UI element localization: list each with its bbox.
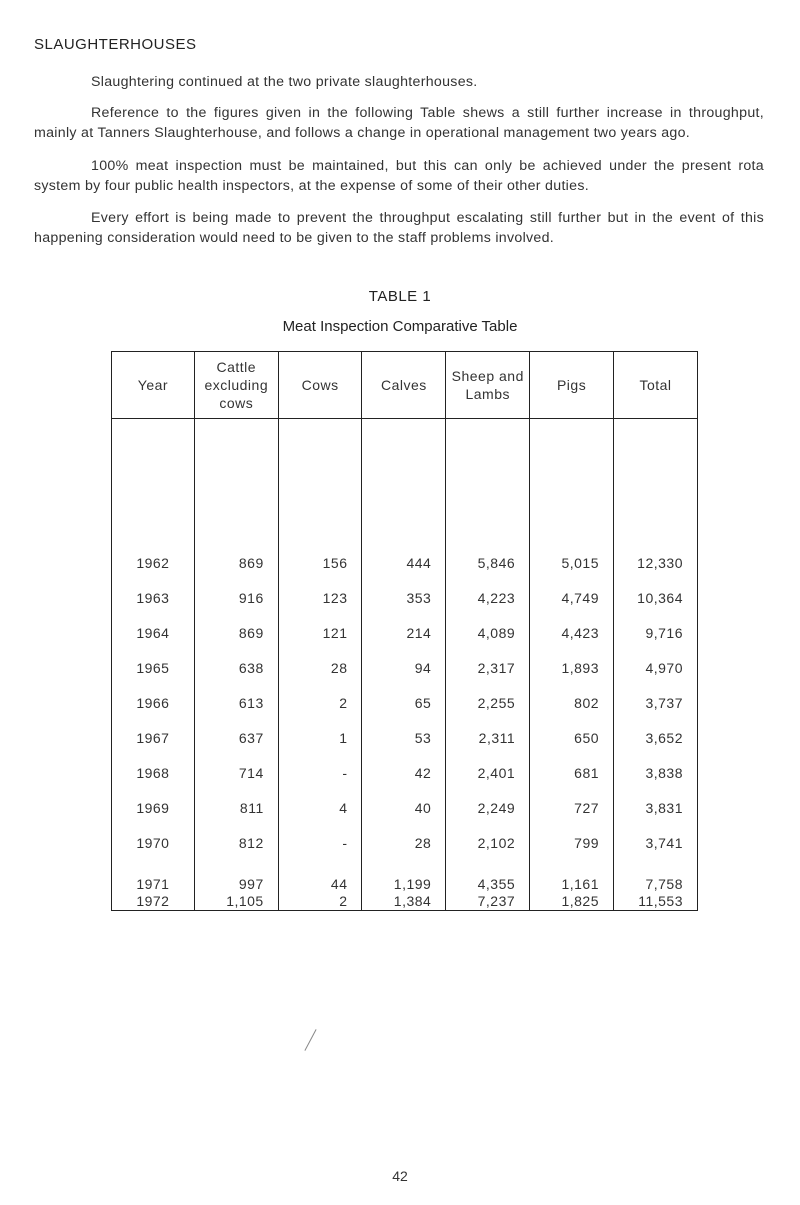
cell-year: 1962 [112, 545, 195, 580]
table-row [112, 580, 698, 615]
cell-value: 3,838 [614, 755, 698, 790]
cell-value: 1,199 [362, 860, 446, 892]
header-cattle: Cattle excluding cows [194, 352, 278, 419]
cell-value: 2 [278, 685, 362, 720]
cell-value: 7,758 [614, 860, 698, 892]
paragraph-4: Every effort is being made to prevent the throughput escalating still further but in the event of this happening consideration would need to be given to the staff problems involved. [34, 210, 764, 246]
header-total: Total [614, 352, 698, 419]
cell-value: 811 [194, 790, 278, 825]
cell-value: 4,355 [446, 860, 530, 892]
table-row [112, 685, 698, 720]
cell-year: 1970 [112, 825, 195, 860]
cell-value: 4,749 [530, 580, 614, 615]
table-row [112, 825, 698, 860]
cell-year: 1972 [112, 892, 195, 911]
table-row [112, 790, 698, 825]
cell-value: 353 [362, 580, 446, 615]
cell-value: 3,831 [614, 790, 698, 825]
table-row [112, 860, 698, 892]
table-row [112, 615, 698, 650]
cell-value: 10,364 [614, 580, 698, 615]
cell-value: 5,015 [530, 545, 614, 580]
cell-value: 2,255 [446, 685, 530, 720]
page-number: 42 [392, 1168, 408, 1184]
paragraph-1: Slaughtering continued at the two private slaughterhouses. [91, 74, 478, 90]
cell-value: 28 [362, 825, 446, 860]
cell-value: 94 [362, 650, 446, 685]
cell-value: 812 [194, 825, 278, 860]
cell-value: 3,652 [614, 720, 698, 755]
cell-value: 1,825 [530, 892, 614, 911]
cell-value: 2,249 [446, 790, 530, 825]
cell-value: 214 [362, 615, 446, 650]
meat-inspection-table [111, 351, 698, 911]
cell-value: 681 [530, 755, 614, 790]
header-cows: Cows [278, 352, 362, 419]
table-subtitle: Meat Inspection Comparative Table [282, 318, 518, 335]
cell-value: 5,846 [446, 545, 530, 580]
cell-value: - [278, 755, 362, 790]
cell-value: 1,161 [530, 860, 614, 892]
cell-value: 1 [278, 720, 362, 755]
cell-value: 4,423 [530, 615, 614, 650]
cell-value: 1,893 [530, 650, 614, 685]
cell-year: 1969 [112, 790, 195, 825]
table-title: TABLE 1 [368, 288, 432, 305]
table-row [112, 720, 698, 755]
cell-value: - [278, 825, 362, 860]
cell-value: 121 [278, 615, 362, 650]
cell-value: 53 [362, 720, 446, 755]
table-row [112, 545, 698, 580]
cell-value: 2,401 [446, 755, 530, 790]
cell-value: 638 [194, 650, 278, 685]
cell-year: 1965 [112, 650, 195, 685]
cell-value: 123 [278, 580, 362, 615]
cell-value: 156 [278, 545, 362, 580]
cell-value: 727 [530, 790, 614, 825]
table-row [112, 892, 698, 911]
table-row [112, 755, 698, 790]
cell-value: 613 [194, 685, 278, 720]
cell-value: 2,311 [446, 720, 530, 755]
table-spacer-row [112, 419, 698, 546]
header-calves: Calves [362, 352, 446, 419]
cell-value: 65 [362, 685, 446, 720]
table-row [112, 650, 698, 685]
cell-value: 7,237 [446, 892, 530, 911]
cell-value: 4,970 [614, 650, 698, 685]
cell-value: 28 [278, 650, 362, 685]
cell-value: 3,741 [614, 825, 698, 860]
page-heading: SLAUGHTERHOUSES [34, 36, 197, 53]
cell-value: 4,223 [446, 580, 530, 615]
cell-value: 869 [194, 615, 278, 650]
cell-value: 12,330 [614, 545, 698, 580]
paragraph-3: 100% meat inspection must be maintained, but this can only be achieved under the present rota system by four public health inspectors, at the expense of some of their other duties. [34, 158, 764, 194]
cell-year: 1967 [112, 720, 195, 755]
header-year: Year [112, 352, 195, 419]
cell-value: 997 [194, 860, 278, 892]
cell-value: 2 [278, 892, 362, 911]
cell-value: 650 [530, 720, 614, 755]
cell-value: 444 [362, 545, 446, 580]
header-sheep: Sheep and Lambs [446, 352, 530, 419]
cell-value: 44 [278, 860, 362, 892]
cell-value: 714 [194, 755, 278, 790]
cell-value: 1,105 [194, 892, 278, 911]
cell-value: 637 [194, 720, 278, 755]
cell-value: 4 [278, 790, 362, 825]
cell-value: 916 [194, 580, 278, 615]
stray-pen-mark [304, 1029, 316, 1051]
table-header-row [112, 352, 698, 419]
header-pigs: Pigs [530, 352, 614, 419]
cell-value: 4,089 [446, 615, 530, 650]
cell-year: 1963 [112, 580, 195, 615]
cell-value: 799 [530, 825, 614, 860]
cell-year: 1968 [112, 755, 195, 790]
cell-year: 1964 [112, 615, 195, 650]
cell-value: 2,102 [446, 825, 530, 860]
cell-value: 869 [194, 545, 278, 580]
cell-value: 802 [530, 685, 614, 720]
cell-value: 9,716 [614, 615, 698, 650]
cell-value: 1,384 [362, 892, 446, 911]
cell-value: 42 [362, 755, 446, 790]
cell-value: 40 [362, 790, 446, 825]
cell-year: 1966 [112, 685, 195, 720]
paragraph-2: Reference to the figures given in the following Table shews a still further increase in throughput, mainly at Tanners Slaughterhouse, and follows a change in operational management two years ago. [34, 105, 764, 141]
cell-value: 2,317 [446, 650, 530, 685]
cell-year: 1971 [112, 860, 195, 892]
cell-value: 3,737 [614, 685, 698, 720]
cell-value: 11,553 [614, 892, 698, 911]
